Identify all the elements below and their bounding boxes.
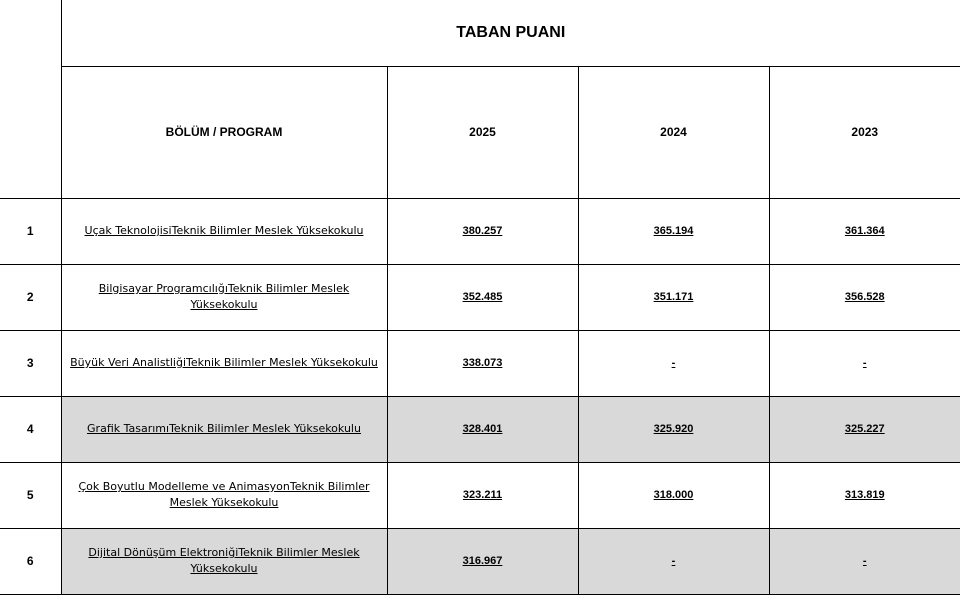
score-2024-link[interactable]: 365.194 bbox=[578, 198, 769, 264]
score-2024-link[interactable]: 325.920 bbox=[578, 396, 769, 462]
row-number: 2 bbox=[0, 264, 61, 330]
corner-cell bbox=[0, 0, 61, 198]
score-2025-link[interactable]: 316.967 bbox=[387, 528, 578, 594]
program-link[interactable]: Dijital Dönüşüm ElektroniğiTeknik Bilimler Meslek Yüksekokulu bbox=[61, 528, 387, 594]
score-2025-link[interactable]: 338.073 bbox=[387, 330, 578, 396]
score-2023-link[interactable]: - bbox=[769, 330, 960, 396]
score-2023-link[interactable]: 313.819 bbox=[769, 462, 960, 528]
row-number: 1 bbox=[0, 198, 61, 264]
score-2024-link[interactable]: 351.171 bbox=[578, 264, 769, 330]
table-row bbox=[0, 330, 960, 396]
table-row bbox=[0, 396, 960, 462]
table-row bbox=[0, 528, 960, 594]
score-2024-link[interactable]: - bbox=[578, 528, 769, 594]
program-link[interactable]: Çok Boyutlu Modelleme ve AnimasyonTeknik Bilimler Meslek Yüksekokulu bbox=[61, 462, 387, 528]
row-number: 6 bbox=[0, 528, 61, 594]
score-2025-link[interactable]: 328.401 bbox=[387, 396, 578, 462]
table-row bbox=[0, 264, 960, 330]
table-title: TABAN PUANI bbox=[61, 0, 960, 66]
table-row bbox=[0, 198, 960, 264]
header-year-2025: 2025 bbox=[387, 66, 578, 198]
header-program: BÖLÜM / PROGRAM bbox=[61, 66, 387, 198]
score-2023-link[interactable]: 361.364 bbox=[769, 198, 960, 264]
row-number: 4 bbox=[0, 396, 61, 462]
score-2025-link[interactable]: 323.211 bbox=[387, 462, 578, 528]
header-year-2023: 2023 bbox=[769, 66, 960, 198]
table-row bbox=[0, 462, 960, 528]
program-link[interactable]: Bilgisayar ProgramcılığıTeknik Bilimler Meslek Yüksekokulu bbox=[61, 264, 387, 330]
program-link[interactable]: Büyük Veri AnalistliğiTeknik Bilimler Meslek Yüksekokulu bbox=[61, 330, 387, 396]
program-link[interactable]: Grafik TasarımıTeknik Bilimler Meslek Yüksekokulu bbox=[61, 396, 387, 462]
score-2023-link[interactable]: 325.227 bbox=[769, 396, 960, 462]
score-2025-link[interactable]: 380.257 bbox=[387, 198, 578, 264]
row-number: 5 bbox=[0, 462, 61, 528]
score-2025-link[interactable]: 352.485 bbox=[387, 264, 578, 330]
header-year-2024: 2024 bbox=[578, 66, 769, 198]
score-2023-link[interactable]: - bbox=[769, 528, 960, 594]
score-2023-link[interactable]: 356.528 bbox=[769, 264, 960, 330]
score-2024-link[interactable]: - bbox=[578, 330, 769, 396]
program-link[interactable]: Uçak TeknolojisiTeknik Bilimler Meslek Yüksekokulu bbox=[61, 198, 387, 264]
score-2024-link[interactable]: 318.000 bbox=[578, 462, 769, 528]
row-number: 3 bbox=[0, 330, 61, 396]
